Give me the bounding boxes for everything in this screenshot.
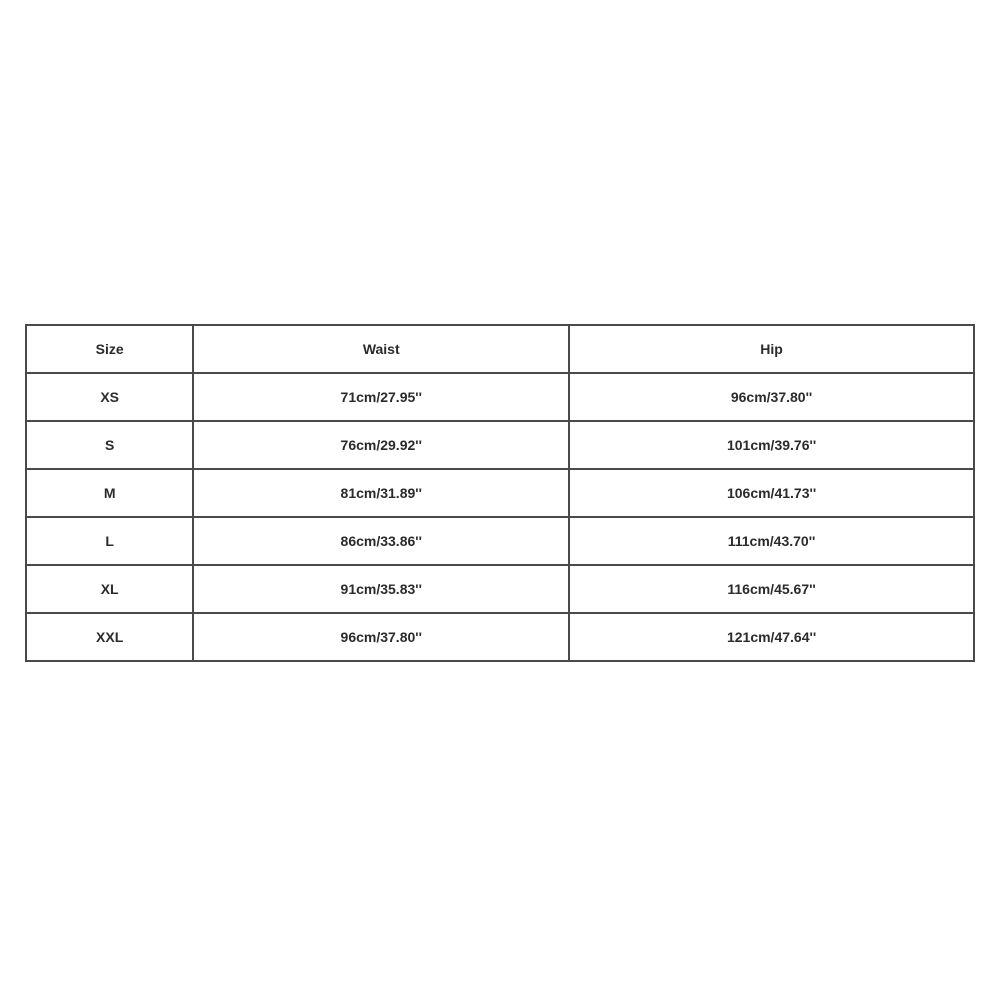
hip-cell: 111cm/43.70'' [569, 517, 974, 565]
waist-cell: 91cm/35.83'' [193, 565, 569, 613]
hip-cell: 116cm/45.67'' [569, 565, 974, 613]
waist-cell: 86cm/33.86'' [193, 517, 569, 565]
waist-cell: 96cm/37.80'' [193, 613, 569, 661]
header-waist: Waist [193, 325, 569, 373]
size-chart-table [25, 324, 975, 662]
header-hip: Hip [569, 325, 974, 373]
size-cell: L [26, 517, 193, 565]
hip-cell: 121cm/47.64'' [569, 613, 974, 661]
hip-cell: 96cm/37.80'' [569, 373, 974, 421]
hip-cell: 101cm/39.76'' [569, 421, 974, 469]
waist-cell: 76cm/29.92'' [193, 421, 569, 469]
table-row [26, 469, 974, 517]
table-row [26, 613, 974, 661]
waist-cell: 81cm/31.89'' [193, 469, 569, 517]
waist-cell: 71cm/27.95'' [193, 373, 569, 421]
table-row [26, 421, 974, 469]
size-cell: XL [26, 565, 193, 613]
size-cell: XS [26, 373, 193, 421]
table-row [26, 373, 974, 421]
size-cell: XXL [26, 613, 193, 661]
hip-cell: 106cm/41.73'' [569, 469, 974, 517]
table-row [26, 565, 974, 613]
table-row [26, 517, 974, 565]
header-size: Size [26, 325, 193, 373]
size-cell: M [26, 469, 193, 517]
table-header-row [26, 325, 974, 373]
size-cell: S [26, 421, 193, 469]
